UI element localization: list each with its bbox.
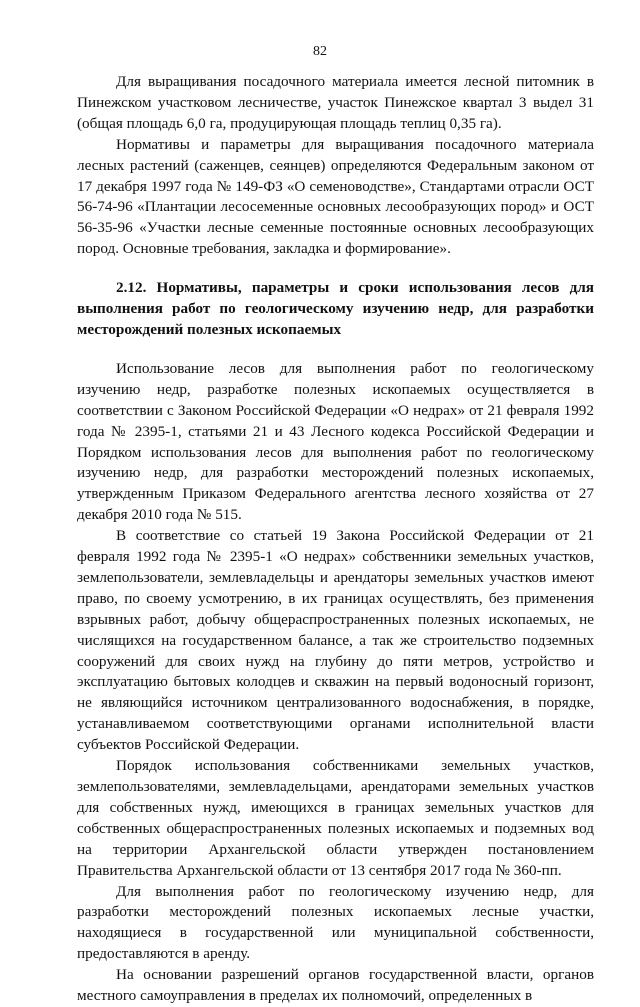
paragraph-procedure: Порядок использования собственниками земельных участков, землепользователями, землевладельцами, арендаторами земельных участков для собственных нужд, имеющихся в границах земельных участков для собственных общераспространенных полезных ископаемых и подземных вод на территории Архангельской области утвержден постановлением Правительства Архангельской области от 13 сентября 2017 года № 360-пп. (77, 757, 594, 879)
page-number: 82 (313, 44, 327, 59)
document-body (77, 72, 594, 1007)
paragraph-nursery: Для выращивания посадочного материала имеется лесной питомник в Пинежском участковом лесничестве, участок Пинежское квартал 3 выдел 31 (общая площадь 6,0 га, продуцирующая площадь теплиц 0,35 га). (77, 73, 594, 132)
paragraph-article-19: В соответствие со статьей 19 Закона Российской Федерации от 21 февраля 1992 года № 2395-1 «О недрах» собственники земельных участков, землепользователи, землевладельцы и арендаторы земельных участков имеют право, по своему усмотрению, в их границах осуществлять, без применения взрывных работ, добычу общераспространенных полезных ископаемых, не числящихся на государственном балансе, а так же строительство подземных сооружений для своих нужд на глубину до пяти метров, устройство и эксплуатацию бытовых колодцев и скважин на первый водоносный горизонт, не являющийся источником централизованного водоснабжения, в порядке, устанавливаемом соответствующими органами исполнительной власти субъектов Российской Федерации. (77, 527, 594, 754)
paragraph-forest-use: Использование лесов для выполнения работ по геологическому изучению недр, разработке полезных ископаемых осуществляется в соответствии с Законом Российской Федерации «О недрах» от 21 февраля 1992 года № 2395-1, статьями 21 и 43 Лесного кодекса Российской Федерации и Порядком использования лесов для выполнения работ по геологическому изучению недр, для разработки месторождений полезных ископаемых, утвержденным Приказом Федерального агентства лесного хозяйства от 27 декабря 2010 года № 515. (77, 359, 594, 524)
paragraph-lease: Для выполнения работ по геологическому изучению недр, для разработки месторождений полезных ископаемых лесные участки, находящиеся в государственной или муниципальной собственности, предоставляются в аренду. (77, 882, 594, 963)
paragraph-planting-norms: Нормативы и параметры для выращивания посадочного материала лесных растений (саженцев, сеянцев) определяются Федеральным законом от 17 декабря 1997 года № 149-ФЗ «О семеноводстве», Стандартами отрасли ОСТ 56-74-96 «Плантации лесосеменные основных лесообразующих пород» и ОСТ 56-35-96 «Участки лесные семенные постоянные основных лесообразующих пород. Основные требования, закладка и формирование». (77, 135, 594, 258)
paragraph-permits: На основании разрешений органов государственной власти, органов местного самоуправления в пределах их полномочий, определенных в (77, 966, 594, 1005)
section-heading: 2.12. Нормативы, параметры и сроки использования лесов для выполнения работ по геологическому изучению недр, для разработки месторождений полезных ископаемых (77, 279, 594, 338)
